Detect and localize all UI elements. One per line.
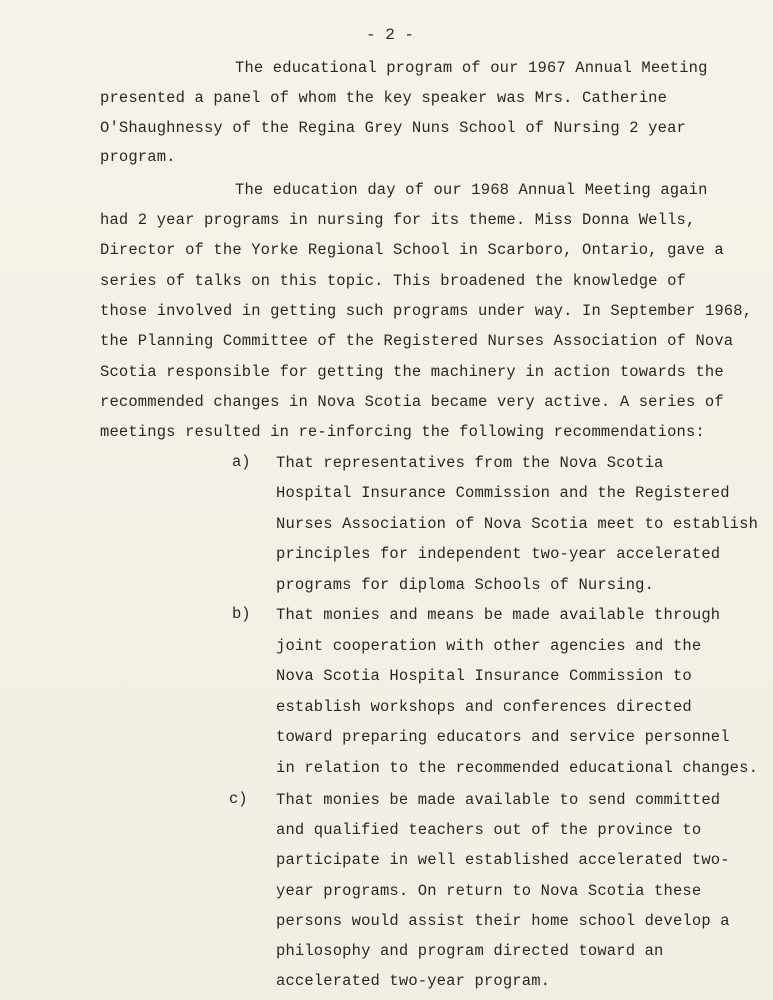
paragraph-2-line: recommended changes in Nova Scotia became very active. A series of — [100, 393, 724, 411]
paragraph-2-line: the Planning Committee of the Registered Nurses Association of Nova — [100, 332, 734, 350]
list-item-line: That representatives from the Nova Scotia — [276, 454, 664, 472]
paragraph-2-line: had 2 year programs in nursing for its theme. Miss Donna Wells, — [100, 211, 696, 229]
list-item-line: and qualified teachers out of the province to — [276, 821, 702, 839]
paragraph-2-line: those involved in getting such programs under way. In September 1968, — [100, 302, 753, 320]
paragraph-1-line: O'Shaughnessy of the Regina Grey Nuns School of Nursing 2 year — [100, 119, 686, 137]
list-item-line: in relation to the recommended educational changes. — [276, 759, 759, 777]
list-item-line: programs for diploma Schools of Nursing. — [276, 576, 655, 594]
list-item-line: principles for independent two-year accelerated — [276, 545, 721, 563]
list-item-line: toward preparing educators and service personnel — [276, 728, 730, 746]
list-item-line: accelerated two-year program. — [276, 972, 551, 990]
list-item-line: year programs. On return to Nova Scotia these — [276, 882, 702, 900]
list-item-line: Hospital Insurance Commission and the Registered — [276, 484, 730, 502]
paragraph-2-line: Director of the Yorke Regional School in Scarboro, Ontario, gave a — [100, 241, 724, 259]
list-marker: a) — [232, 453, 251, 471]
page-number: - 2 - — [366, 26, 415, 44]
list-marker: b) — [232, 605, 251, 623]
paragraph-1-line: program. — [100, 148, 176, 166]
paragraph-2-line: meetings resulted in re-inforcing the following recommendations: — [100, 423, 705, 441]
list-item-line: That monies be made available to send committed — [276, 791, 721, 809]
list-item-line: joint cooperation with other agencies and the — [276, 637, 702, 655]
paragraph-2-line: Scotia responsible for getting the machinery in action towards the — [100, 363, 724, 381]
list-item-line: persons would assist their home school develop a — [276, 912, 730, 930]
list-item-line: establish workshops and conferences directed — [276, 698, 692, 716]
list-item-line: Nova Scotia Hospital Insurance Commission to — [276, 667, 692, 685]
list-item-line: participate in well established accelerated two- — [276, 851, 730, 869]
list-item-line: Nurses Association of Nova Scotia meet to establish — [276, 515, 759, 533]
paragraph-2-line: The education day of our 1968 Annual Meeting again — [235, 181, 708, 199]
list-item-line: philosophy and program directed toward an — [276, 942, 664, 960]
paragraph-1-line: presented a panel of whom the key speaker was Mrs. Catherine — [100, 89, 668, 107]
list-item-line: That monies and means be made available through — [276, 606, 721, 624]
paragraph-2-line: series of talks on this topic. This broadened the knowledge of — [100, 272, 686, 290]
paragraph-1-line: The educational program of our 1967 Annual Meeting — [235, 59, 708, 77]
list-marker: c) — [229, 790, 248, 808]
